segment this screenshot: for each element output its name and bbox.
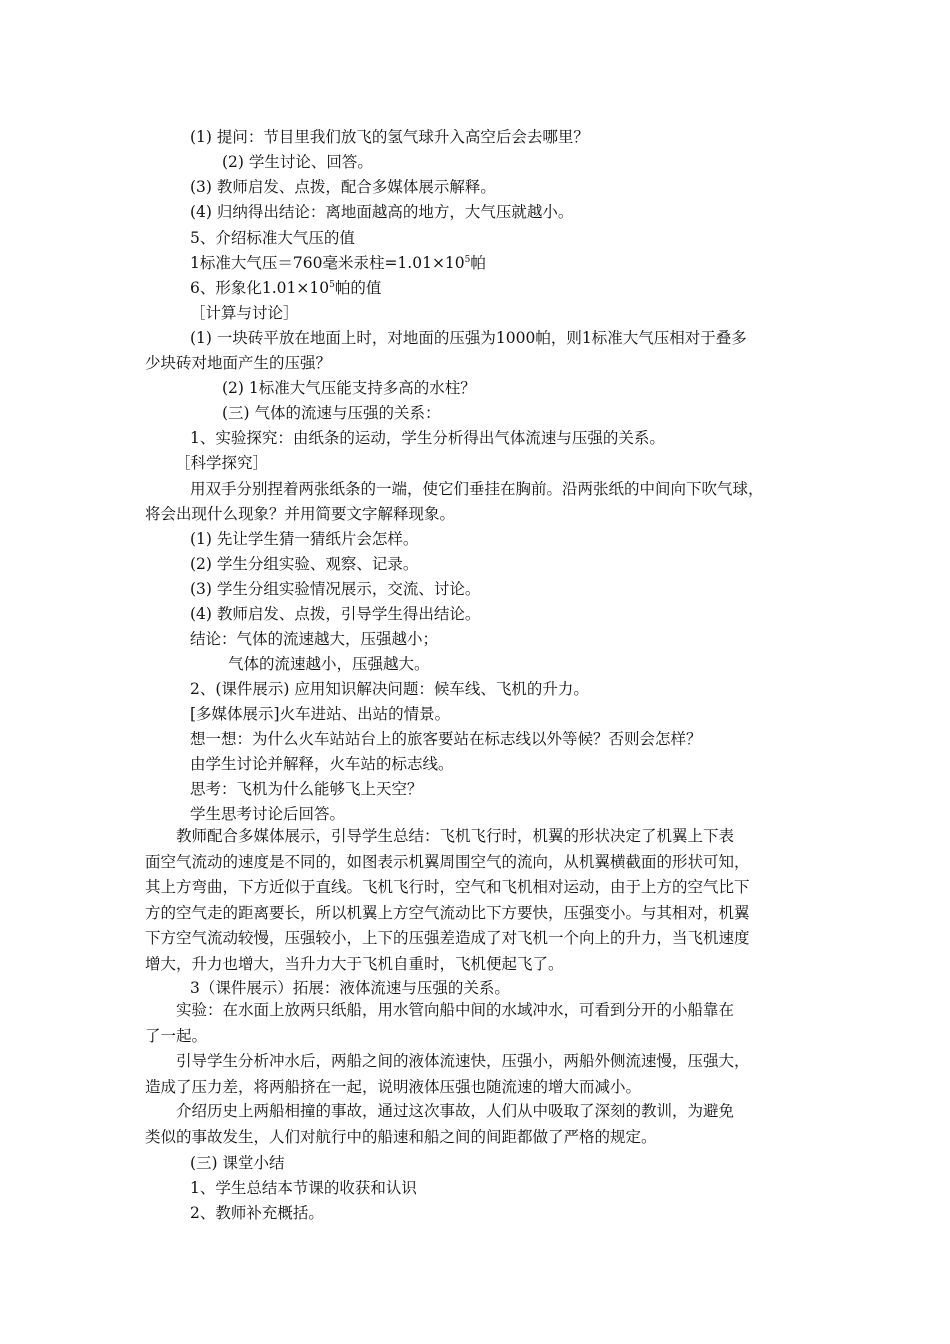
paragraph-line: 介绍历史上两船相撞的事故，通过这次事故，人们从中吸取了深刻的教训，为避免 (145, 1102, 735, 1120)
text-line: 由学生讨论并解释，火车站的标志线。 (190, 755, 454, 773)
text-line: 思考：飞机为什么能够飞上天空？ (190, 780, 423, 798)
paragraph-line: 造成了压力差，将两船挤在一起，说明液体压强也随流速的增大而减小。 (145, 1077, 642, 1096)
text-line: (4) 教师启发、点拨，引导学生得出结论。 (190, 605, 481, 623)
paragraph-line: 方的空气走的距离要长，所以机翼上方空气流动比下方要快，压强变小。与其相对，机翼 (145, 903, 750, 922)
text-line: 1、学生总结本节课的收获和认识 (190, 1179, 417, 1197)
text-line: 用双手分别捏着两张纸条的一端，使它们垂挂在胸前。沿两张纸的中间向下吹气球， (190, 480, 764, 498)
text-line: (2) 学生分组实验、观察、记录。 (190, 555, 419, 573)
paragraph-airplane-lift (145, 824, 805, 977)
paragraph-line: 其上方弯曲，下方近似于直线。飞机飞行时，空气和飞机相对运动，由于上方的空气比下 (145, 878, 750, 896)
text-line: (1) 提问：节目里我们放飞的氢气球升入高空后会去哪里？ (190, 128, 589, 146)
text-line: 气体的流速越小，压强越大。 (228, 655, 430, 673)
formula-text: 1标准大气压＝760毫米汞柱=1.01×10 (190, 254, 465, 272)
text-line: 学生思考讨论后回答。 (190, 805, 346, 823)
paragraph-line: 增大，升力也增大，当升力大于飞机自重时，飞机便起飞了。 (145, 954, 564, 973)
text-line: 想一想：为什么火车站站台上的旅客要站在标志线以外等候？否则会怎样？ (190, 730, 702, 748)
paragraph-line: 实验：在水面上放两只纸船，用水管向船中间的水域冲水，可看到分开的小船靠在 (145, 1001, 735, 1019)
section-heading: (三) 课堂小结 (190, 1154, 285, 1172)
paragraph-line: 引导学生分析冲水后，两船之间的液体流速快，压强小，两船外侧流速慢，压强大， (145, 1052, 750, 1070)
text-line: 2、(课件展示) 应用知识解决问题：候车线、飞机的升力。 (190, 680, 589, 698)
formula-line (190, 278, 381, 298)
paragraph-experiment (145, 998, 805, 1049)
paragraph-line: 了一起。 (145, 1026, 208, 1045)
text-line: 5、介绍标准大气压的值 (190, 229, 355, 247)
paragraph-line: 面空气流动的速度是不同的，如图表示机翼周围空气的流向，从机翼横截面的形状可知， (145, 852, 750, 871)
text-line: 将会出现什么现象？并用简要文字解释现象。 (145, 505, 456, 523)
paragraph-line: 类似的事故发生，人们对航行中的船速和船之间的间距都做了严格的规定。 (145, 1127, 657, 1146)
formula-text: 6、形象化1.01×10 (190, 279, 330, 297)
formula-unit: 帕 (470, 254, 486, 272)
formula-unit: 帕的值 (334, 279, 382, 297)
formula-line (190, 253, 486, 273)
section-label: ［科学探究］ (175, 454, 269, 472)
section-heading: (三) 气体的流速与压强的关系： (222, 404, 441, 422)
text-line: 1、实验探究：由纸条的运动，学生分析得出气体流速与压强的关系。 (190, 429, 665, 447)
text-line: (3) 教师启发、点拨，配合多媒体展示解释。 (190, 178, 496, 196)
text-line: (1) 先让学生猜一猜纸片会怎样。 (190, 530, 419, 548)
text-line: (4) 归纳得出结论：离地面越高的地方，大气压就越小。 (190, 203, 574, 221)
paragraph-analysis (145, 1049, 805, 1100)
formula-exponent: 5 (329, 279, 335, 290)
text-line: (1) 一块砖平放在地面上时，对地面的压强为1000帕，则1标准大气压相对于叠多 (190, 329, 747, 347)
text-line: (3) 学生分组实验情况展示，交流、讨论。 (190, 580, 481, 598)
text-line: 少块砖对地面产生的压强？ (145, 354, 332, 372)
paragraph-line: 教师配合多媒体展示，引导学生总结：飞机飞行时，机翼的形状决定了机翼上下表 (145, 827, 735, 845)
text-line: 2、教师补充概括。 (190, 1204, 324, 1222)
paragraph-line: 下方空气流动较慢，压强较小，上下的压强差造成了对飞机一个向上的升力，当飞机速度 (145, 929, 750, 947)
text-line: (2) 学生讨论、回答。 (222, 153, 373, 171)
paragraph-history (145, 1099, 805, 1150)
formula-exponent: 5 (464, 254, 471, 265)
section-label: ［计算与讨论］ (190, 304, 299, 322)
text-line: (2) 1标准大气压能支持多高的水柱？ (222, 379, 476, 397)
text-line: 3（课件展示）拓展：液体流速与压强的关系。 (190, 979, 510, 997)
text-line: 结论：气体的流速越大，压强越小； (190, 630, 439, 648)
text-line: [多媒体展示]火车进站、出站的情景。 (190, 705, 451, 723)
